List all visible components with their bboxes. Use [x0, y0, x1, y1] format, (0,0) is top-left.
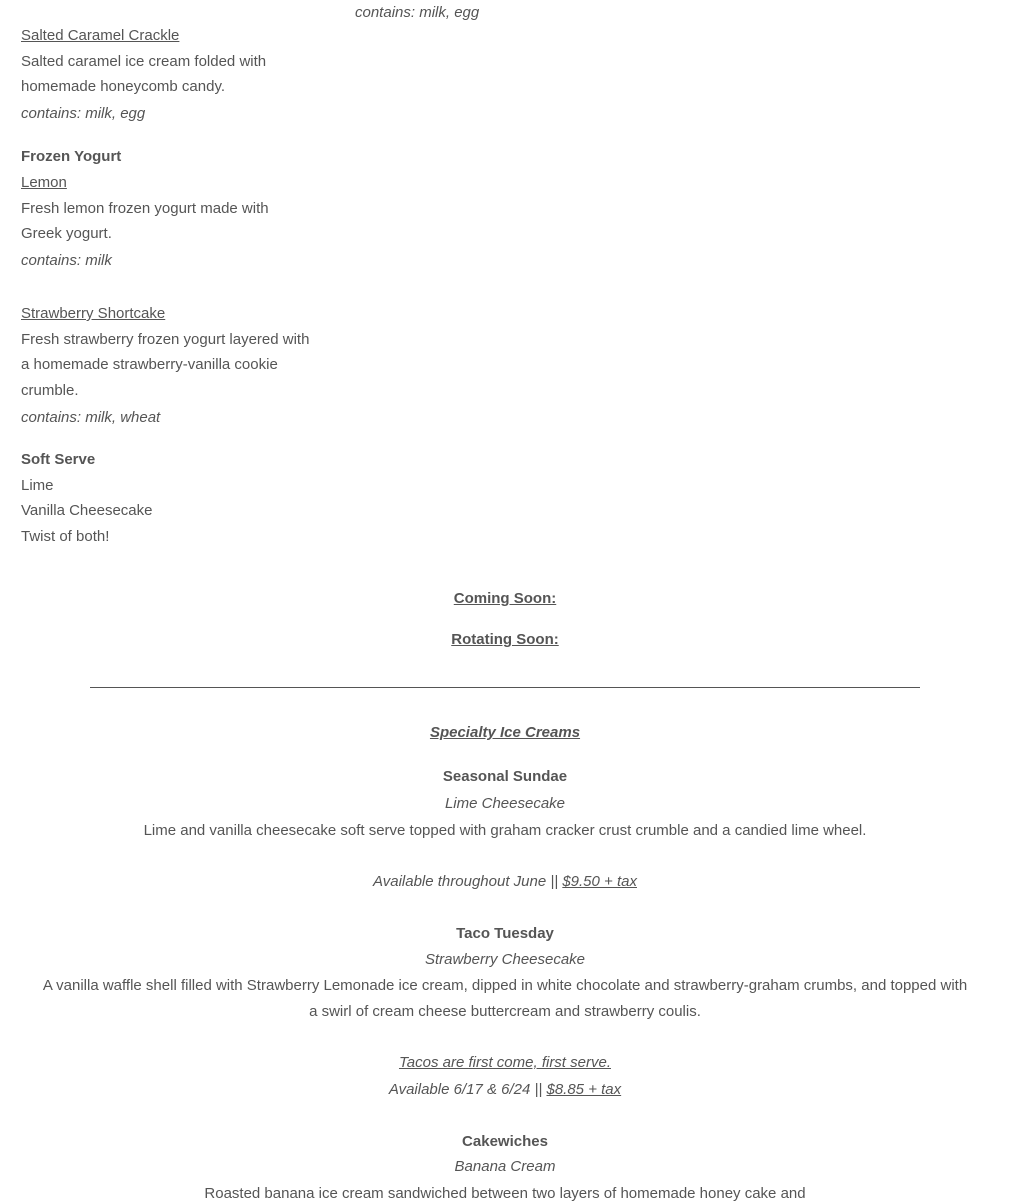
frozen-yogurt-heading: Frozen Yogurt — [21, 148, 122, 165]
cakewiches-title: Cakewiches — [462, 1133, 548, 1150]
strawberry-shortcake-title[interactable]: Strawberry Shortcake — [21, 305, 166, 322]
seasonal-sundae-availability: Available throughout June || — [373, 873, 559, 890]
seasonal-sundae-price: $9.50 + tax — [562, 873, 637, 890]
cakewiches-flavor: Banana Cream — [454, 1158, 556, 1175]
salted-caramel-desc-line: Salted caramel ice cream folded with — [21, 53, 267, 70]
rotating-soon-heading: Rotating Soon: — [451, 631, 559, 648]
strawberry-contains: contains: milk, wheat — [21, 409, 161, 426]
taco-tuesday-availability: Available 6/17 & 6/24 || — [388, 1081, 543, 1098]
soft-serve-item: Vanilla Cheesecake — [21, 502, 153, 519]
cakewiches-desc-line: Roasted banana ice cream sandwiched between two layers of homemade honey cake and — [204, 1185, 806, 1202]
coming-soon-heading: Coming Soon: — [453, 590, 557, 607]
taco-tuesday-title: Taco Tuesday — [456, 925, 554, 942]
taco-tuesday-desc-line: a swirl of cream cheese buttercream and strawberry coulis. — [309, 1003, 701, 1020]
taco-tuesday-availability-line — [0, 1081, 1010, 1098]
contains-allergens-text: contains: milk, egg — [355, 4, 480, 21]
taco-tuesday-price: $8.85 + tax — [546, 1081, 622, 1098]
lemon-title[interactable]: Lemon — [21, 174, 67, 191]
strawberry-desc-line: Fresh strawberry frozen yogurt layered with — [21, 331, 310, 348]
lemon-desc-line: Fresh lemon frozen yogurt made with — [21, 200, 269, 217]
soft-serve-item: Lime — [21, 477, 54, 494]
taco-tuesday-desc-line: A vanilla waffle shell filled with Strawberry Lemonade ice cream, dipped in white chocolate and strawberry-graham crumbs, and topped with — [42, 977, 968, 994]
lemon-desc-line: Greek yogurt. — [21, 225, 112, 242]
soft-serve-heading: Soft Serve — [21, 451, 96, 468]
taco-tuesday-note: Tacos are first come, first serve. — [398, 1054, 611, 1071]
taco-tuesday-flavor: Strawberry Cheesecake — [424, 951, 586, 968]
lemon-contains: contains: milk — [21, 252, 112, 269]
seasonal-sundae-flavor: Lime Cheesecake — [444, 795, 566, 812]
strawberry-desc-line: a homemade strawberry-vanilla cookie — [21, 356, 278, 373]
seasonal-sundae-title: Seasonal Sundae — [442, 768, 568, 785]
strawberry-desc-line: crumble. — [21, 382, 79, 399]
soft-serve-item: Twist of both! — [21, 528, 110, 545]
specialty-ice-creams-heading: Specialty Ice Creams — [429, 724, 581, 741]
seasonal-sundae-availability-line — [0, 873, 1010, 890]
salted-caramel-contains: contains: milk, egg — [21, 105, 146, 122]
salted-caramel-crackle-title[interactable]: Salted Caramel Crackle — [21, 27, 180, 44]
section-divider — [90, 687, 920, 688]
salted-caramel-desc-line: homemade honeycomb candy. — [21, 78, 226, 95]
seasonal-sundae-desc: Lime and vanilla cheesecake soft serve topped with graham cracker crust crumble and a candied lime wheel. — [143, 822, 867, 839]
